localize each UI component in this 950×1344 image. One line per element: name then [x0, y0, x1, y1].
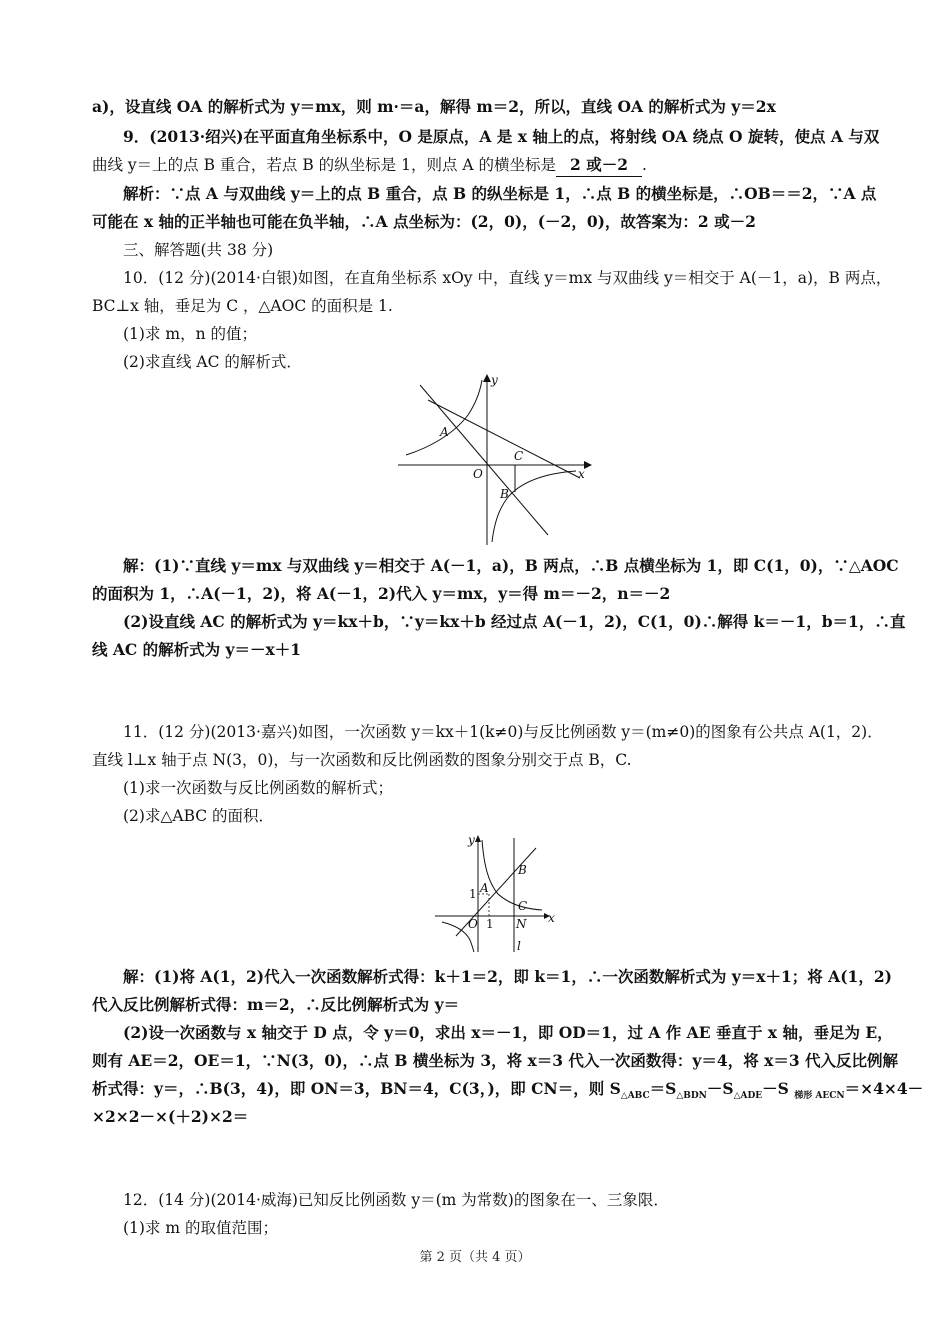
question-12-text: 12．(14 分)(2014·威海)已知反比例函数 y＝(m 为常数)的图象在一、三象限．	[123, 1191, 669, 1209]
text-span: ＝×4×4－	[844, 1079, 924, 1098]
question-10-part-2: (2)求直线 AC 的解析式．	[123, 353, 302, 371]
solution-text: ×2×2－×(＋2)×2＝	[92, 1107, 249, 1126]
question-10-part-1: (1)求 m，n 的值；	[123, 325, 257, 343]
text-span: －S	[762, 1079, 795, 1098]
text-line: a)，设直线 OA 的解析式为 y＝mx，则 m·＝a，解得 m＝2，所以，直线 OA 的解析式为 y＝2x	[92, 97, 776, 116]
solution-text: 则有 AE＝2，OE＝1，∵N(3，0)，∴点 B 横坐标为 3，将 x＝3 代入一次函数得：y＝4，将 x＝3 代入反比例解	[92, 1051, 899, 1070]
question-9-text-cont	[92, 154, 872, 177]
section-heading: 三、解答题(共 38 分)	[123, 241, 274, 259]
label-one-x: 1	[486, 917, 494, 931]
text-line: 曲线 y＝上的点 B 重合，若点 B 的纵坐标是 1，则点 A 的横坐标是	[92, 156, 557, 174]
label-o: O	[468, 917, 478, 931]
figure-q11	[432, 830, 562, 955]
solution-text: 代入反比例解析式得：m＝2，∴反比例解析式为 y＝	[92, 995, 460, 1014]
solution-text: (2)设一次函数与 x 轴交于 D 点，令 y＝0，求出 x＝－1，即 OD＝1，过 A 作 AE 垂直于 x 轴，垂足为 E，	[123, 1023, 893, 1042]
label-c: C	[518, 899, 528, 913]
solution-text: 解：(1)将 A(1，2)代入一次函数解析式得：k＋1＝2，即 k＝1，∴一次函数解析式为 y＝x＋1；将 A(1，2)	[123, 967, 892, 986]
label-one-y: 1	[469, 887, 477, 901]
solution-text: 的面积为 1，∴A(－1，2)，将 A(－1，2)代入 y＝mx，y＝得 m＝－2，n＝－2	[92, 584, 671, 603]
y-axis-arrow-icon	[475, 835, 481, 842]
label-x: x	[548, 911, 555, 925]
subscript: △ADE	[733, 1091, 763, 1102]
solution-text: (2)设直线 AC 的解析式为 y＝kx＋b，∵y＝kx＋b 经过点 A(－1，2)，C(1，0)∴解得 k＝－1，b＝1，∴直	[123, 612, 906, 631]
subscript: 梯形 AECN	[794, 1091, 845, 1102]
question-10-text-cont: BC⊥x 轴，垂足为 C ，△AOC 的面积是 1.	[92, 297, 393, 315]
solution-text	[92, 1078, 924, 1107]
label-l: l	[517, 939, 521, 953]
solution-text: 解析：∵点 A 与双曲线 y＝上的点 B 重合，点 B 的纵坐标是 1，∴点 B 的横坐标是，∴OB＝＝2，∵A 点	[123, 184, 877, 203]
line-oa	[420, 385, 548, 535]
y-axis-arrow-icon	[483, 374, 491, 382]
label-y: y	[491, 373, 498, 387]
line-ac	[428, 400, 580, 478]
subscript: △BDN	[676, 1091, 707, 1102]
label-x: x	[578, 467, 585, 481]
text-span: －S	[706, 1079, 734, 1098]
label-c: C	[514, 449, 524, 463]
label-b: B	[500, 487, 509, 501]
solution-text: 可能在 x 轴的正半轴也可能在负半轴，∴A 点坐标为：(2，0)，(－2，0)，故答案为：2 或－2	[92, 212, 756, 231]
question-9-text	[123, 126, 880, 148]
page-footer: 第 2 页（共 4 页）	[419, 1250, 531, 1265]
label-b: B	[518, 863, 527, 877]
solution-text: 线 AC 的解析式为 y＝－x＋1	[92, 640, 302, 659]
label-y: y	[468, 833, 475, 847]
label-n: N	[516, 917, 527, 931]
label-o: O	[473, 467, 483, 481]
question-10-text: 10．(12 分)(2014·白银)如图，在直角坐标系 xOy 中，直线 y＝mx 与双曲线 y＝相交于 A(－1，a)，B 两点，	[123, 269, 892, 287]
answer-blank: 2 或－2	[556, 154, 642, 177]
hyperbola-right-branch	[492, 471, 576, 542]
question-12-part-1: (1)求 m 的取值范围；	[123, 1219, 279, 1237]
question-11-text-cont: 直线 l⊥x 轴于点 N(3，0)，与一次函数和反比例函数的图象分别交于点 B，C.	[92, 751, 632, 769]
label-a: A	[480, 881, 489, 895]
text-span: 析式得：y＝，∴B(3，4)，即 ON＝3，BN＝4，C(3，)，即 CN＝，则 S	[92, 1079, 621, 1098]
question-11-text: 11．(12 分)(2013·嘉兴)如图，一次函数 y＝kx＋1(k≠0)与反比例函数 y＝(m≠0)的图象有公共点 A(1，2)．	[123, 723, 883, 741]
text-span: ＝S	[649, 1079, 677, 1098]
figure-q10	[398, 370, 598, 548]
text-line: .	[641, 156, 647, 174]
question-11-part-2: (2)求△ABC 的面积．	[123, 807, 275, 825]
question-11-part-1: (1)求一次函数与反比例函数的解析式；	[123, 779, 393, 797]
label-a: A	[440, 425, 449, 439]
subscript: △ABC	[620, 1091, 650, 1102]
solution-text: 解：(1)∵直线 y＝mx 与双曲线 y＝相交于 A(－1，a)，B 两点，∴B 点横坐标为 1，即 C(1，0)，∵△AOC	[123, 556, 899, 575]
x-axis-arrow-icon	[584, 461, 592, 469]
text-line: 9．(2013·绍兴)在平面直角坐标系中，O 是原点，A 是 x 轴上的点，将射线 OA 绕点 O 旋转，使点 A 与双	[123, 127, 880, 146]
